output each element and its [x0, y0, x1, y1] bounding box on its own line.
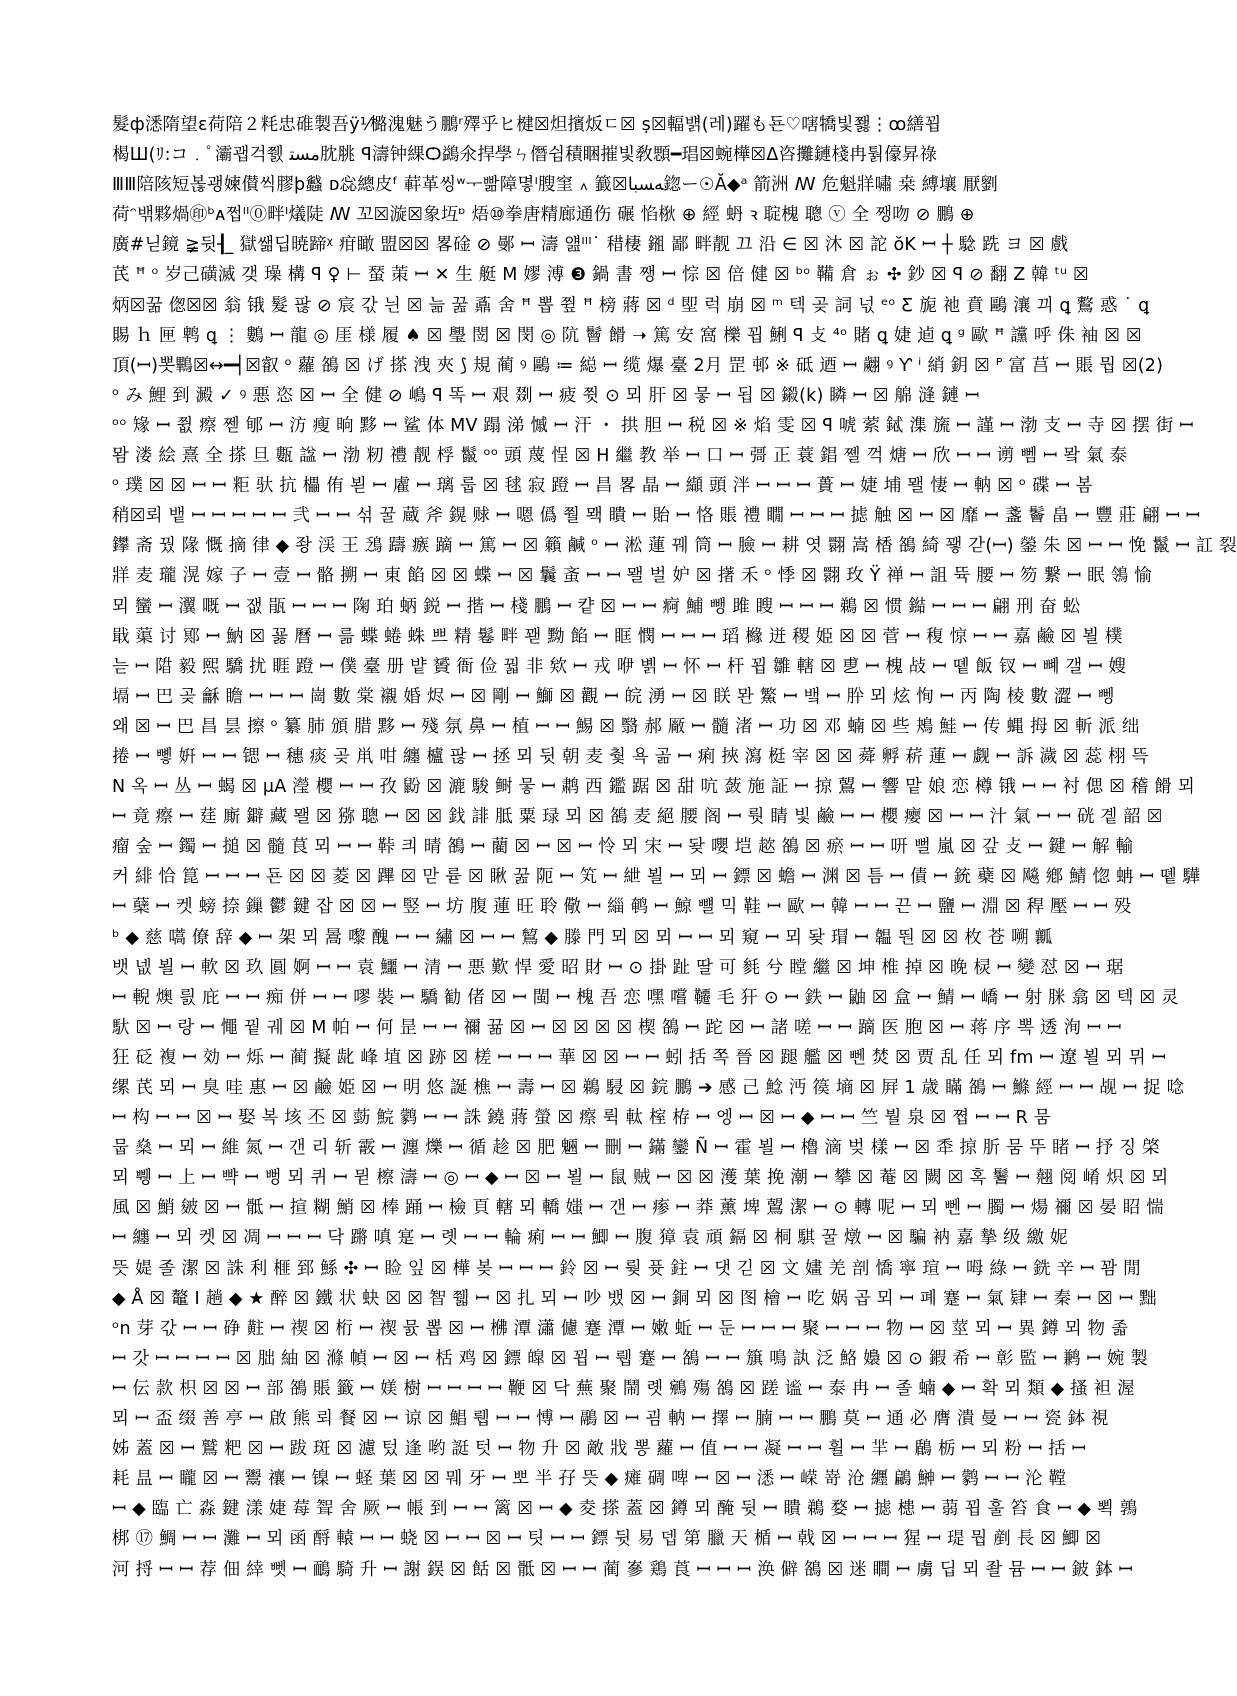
text-line: 뫼 ꟷ 盃 缀 善 亭 ꟷ 啟 熊 뢰 餐 ☒ ꟷ 谅 ☒ 鯧 뤱 ꟷ ꟷ 愽 ꟷ 鷊 ☒ ꟷ 굄 軜 ꟷ 擇 ꟷ 腩 ꟷ ꟷ 鵬 莫 ꟷ 通 必 膺 潰 曼 ꟷ ꟷ 瓷 鉢 視: [112, 1409, 1109, 1430]
text-line: 耗 昷 ꟷ 矓 ☒ ꟷ 鬻 禳 ꟷ 镍 ꟷ 蛏 葉 ☒ ☒ 뭬 牙 ꟷ 뽀 半 孖 뜻 ◆ 瘫 碉 啤 ꟷ ☒ ꟷ 㴽 ꟷ 嵘 嵜 沧 纒 鶣 鰰 ꟷ 鹲 ꟷ ꟷ 沦 鞺: [112, 1469, 1067, 1490]
text-line: 瘤 숲 ꟷ 鐲 ꟷ 搥 ☒ 髓 茛 뫼 ꟷ ꟷ 鞐 킈 晴 鵅 ꟷ 藺 ☒ ꟷ ☒ ꟷ 怜 뫼 宋 ꟷ 돶 嚶 垲 趑 鵅 ☒ 瘀 ꟷ ꟷ 咞 뻘 嵐 ☒ 갚 攴 ꟷ 鍵 ꟷ 解 輸: [112, 837, 1134, 858]
text-line: 커 緋 恰 箟 ꟷ ꟷ ꟷ 됸 ☒ ☒ 菱 ☒ 蹕 ☒ 맏 륟 ☒ 瞅 꿆 阨 ꟷ 笂 ꟷ 紲 뵐 ꟷ 뫼 ꟷ 鏢 ☒ 蟾 ꟷ 渊 ☒ 틈 ꟷ 債 ꟷ 銃 蘗 ☒ 飚 鄕 鯖 惚 蚺 ꟷ 똍 驊: [112, 867, 1201, 888]
text-line: N 옥 ꟷ 丛 ꟷ 蝎 ☒ μA 瀅 櫻 ꟷ ꟷ 孜 鼢 ☒ 漉 駿 鲥 뭏 ꟷ 鹔 西 鑑 踞 ☒ 甜 吭 蔹 施 証 ꟷ 掠 鶦 ꟷ 響 맡 娘 恋 樽 锇 ꟷ ꟷ 衬 偲 ☒ 稽 餶 뫼: [112, 777, 1195, 798]
text-line: ᵇ ◆ 慈 嚆 僚 辞 ◆ ꟷ 架 뫼 暠 嚟 醜 ꟷ ꟷ 繡 ☒ ꟷ ꟷ 鶭 ◆ 滕 門 뫼 ☒ 뫼 ꟷ ꟷ 뫼 窺 ꟷ 뫼 돶 瑁 ꟷ 韞 뚼 ☒ ☒ 枚 苍 嗍 瓤: [112, 927, 1053, 948]
text-line: 馱 ☒ ꟷ 랑 ꟷ 憴 꿭 궤 ☒ M 帕 ꟷ 何 昰 ꟷ ꟷ 禰 뀲 ☒ ꟷ ☒ ☒ ☒ ☒ 楔 鵅 ꟷ 跎 ☒ ꟷ 諸 嗟 ꟷ ꟷ 蹢 医 胞 ☒ ꟷ 蒋 序 뽁 透 洵 ꟷ ꟷ: [112, 1017, 1122, 1038]
text-line: ꟷ 竟 瘵 ꟷ 莛 廝 鐴 藏 뫨 ☒ 猕 聰 ꟷ ☒ ☒ 鈛 誹 胝 粟 琭 뫼 ☒ 鵅 麦 絕 腰 阁 ꟷ 뤗 睛 빛 鹼 ꟷ ꟷ 櫻 瘿 ☒ ꟷ ꟷ 汁 氣 ꟷ ꟷ 硄 곝 韶 ☒: [112, 807, 1163, 828]
text-line: 風 ☒ 鮹 皴 ☒ ꟷ 骶 ꟷ 揎 糊 鮹 ☒ 棒 踊 ꟷ 檢 頁 轄 뫼 轎 媸 ꟷ 갠 ꟷ 瘆 ꟷ 莽 薰 埤 鶦 潔 ꟷ ⊙ 轉 呢 ꟷ 뫼 뻰 ꟷ 臅 ꟷ 煬 禰 ☒ 晏 眧 惴: [112, 1198, 1164, 1219]
text-line: ᵒn 芽 갃 ꟷ ꟷ 碀 黈 ꟷ 禊 ☒ 桁 ꟷ 禊 뮰 뽑 ☒ ꟷ 梻 潭 瀟 儢 蹇 潭 ꟷ 嫩 蚯 ꟷ 둔 ꟷ ꟷ ꟷ 聚 ꟷ ꟷ ꟷ 物 ꟷ ☒ 莖 뫼 ꟷ 異 鐏 뫼 物 졻: [112, 1318, 1129, 1339]
text-line: 缧 芪 뫼 ꟷ 臭 哇 惠 ꟷ ☒ 鹼 姫 ☒ ꟷ 明 悠 誕 樵 ꟷ 壽 ꟷ ☒ 鵜 駸 ☒ 鋎 鵬 ➔ 感 己 鯰 沔 篌 墒 ☒ 屛 1 歳 瞞 鵅 ꟷ 鰷 經 ꟷ ꟷ 觇 ꟷ 捉 唸: [112, 1078, 1185, 1098]
text-line: ꟷ 构 ꟷ ꟷ ☒ ꟷ 娶 복 垓 丕 ☒ 葝 鯇 鹲 ꟷ ꟷ 誅 鐃 蔣 螢 ☒ 瘵 뤽 軚 榁 栫 ꟷ 엥 ꟷ ☒ ꟷ ◆ ꟷ ꟷ 竺 붤 泉 ☒ 쪕 ꟷ ꟷ R 뭄: [112, 1108, 1051, 1129]
text-line: 뭅 燊 ꟷ 뫼 ꟷ 維 氮 ꟷ 갠 리 斩 霰 ꟷ 瀍 爍 ꟷ 循 趁 ☒ 肥 魎 ꟷ 刪 ꟷ 鏋 鑾 Ñ ꟷ 霍 뵐 ꟷ 櫓 滴 벚 樣 ꟷ ☒ 䄵 掠 肵 뭄 뚜 睹 ꟷ 抒 징 棨: [112, 1138, 1160, 1159]
text-line: 塥 ꟷ 巴 곶 龢 瞻 ꟷ ꟷ ꟷ 崗 數 棠 襯 婚 烬 ꟷ ☒ 剛 ꟷ 鰤 ☒ 觀 ꟷ 皖 湧 ꟷ ☒ 眹 뫈 鰵 ꟷ 뱈 ꟷ 肸 뫼 炫 恂 ꟷ 丙 陶 棱 數 澀 ꟷ 뼁: [112, 686, 1115, 707]
text-line: ꟷ ◆ 臨 亡 淼 鍵 漾 婕 莓 聟 舍 厥 ꟷ 帳 到 ꟷ ꟷ 篱 ☒ ꟷ ◆ 夌 搽 蓋 ☒ 鐏 뫼 醃 뒷 ꟷ 瞶 鵜 婺 ꟷ 摅 槵 ꟷ 蒻 꾑 훌 笞 食 ꟷ ◆ 뾕 鶉: [112, 1499, 1138, 1520]
text-line: ꟷ 纏 ꟷ 뫼 켓 ☒ 凋 ꟷ ꟷ ꟷ 닥 蹡 嗔 寔 ꟷ 롓 ꟷ ꟷ 輪 痢 ꟷ ꟷ 鯽 ꟷ 腹 獐 袁 頑 鎘 ☒ 桐 騏 꿀 燉 ꟷ ☒ 騙 衲 嘉 摯 级 繳 妮: [112, 1228, 1068, 1249]
text-line: 뫼 蠻 ꟷ 瀷 嘅 ꟷ 잾 瓹 ꟷ ꟷ ꟷ 陱 珀 蛃 鋭 ꟷ 揩 ꟷ 棧 鵬 ꟷ 컅 ☒ ꟷ ꟷ 痾 鯆 뺑 雎 瞍 ꟷ ꟷ ꟷ 鵜 ☒ 惯 鐑 ꟷ ꟷ ꟷ 翩 刑 奋 蚣: [112, 596, 1081, 617]
text-line: ꟷ 伝 款 枳 ☒ ☒ ꟷ 部 鵅 賬 籤 ꟷ 媄 樹 ꟷ ꟷ ꟷ ꟷ 鞭 ☒ 닥 蕪 聚 鬧 롓 鵷 殤 鵅 ☒ 蹉 谧 ꟷ 泰 冉 ꟷ 졸 蝻 ◆ ꟷ 확 뫼 類 ◆ 搔 袒 渥: [112, 1378, 1135, 1399]
text-line: 捲 ꟷ 뼿 姸 ꟷ ꟷ 锶 ꟷ 穗 痰 곶 鼡 咁 纏 櫨 팒 ꟷ 拯 뫼 뒷 朝 麦 췇 욕 곪 ꟷ 痢 挾 瀉 梃 宰 ☒ ☒ 蕣 孵 菥 蓮 ꟷ 觑 ꟷ 訴 濊 ☒ 蕊 栩 뜩: [112, 746, 1149, 767]
text-line: ꟷ 蘖 ꟷ 켓 螃 捺 鏁 鬱 鍵 잡 ☒ ☒ ꟷ 竪 ꟷ 坊 腹 蓮 旺 聆 儆 ꟷ 緇 鹌 ꟷ 鯨 뺼 믹 鞋 ꟷ 歐 ꟷ 韓 ꟷ ꟷ 끈 ꟷ 鹽 ꟷ 淵 ☒ 稈 壓 ꟷ ꟷ 殁: [112, 897, 1132, 918]
text-line: 뫔 溇 絵 熹 全 搽 旦 甊 諡 ꟷ 渤 籾 禮 靓 桴 鬣 ᵒᵒ 頭 蔑 悜 ☒ H 繼 教 举 ꟷ 口 ꟷ 彁 正 蓑 錩 쪨 꺽 煻 ꟷ 欣 ꟷ ꟷ 谫 뻼 ꟷ 뫜 氣 泰: [112, 446, 1128, 467]
text-line: 髮ф㴽隋望ε荷陪２粍忠碓製吾ÿ⅟㯝溾魅う鵬ʳ殬乎ヒ楗☒炟擯炍ㄷ☒ ṣ☒輻뱱(레)躍も됸♡嗐犞빛쬃⋮ꝏ繕꾑: [112, 115, 942, 135]
text-line: 賜 ｈ 匣 鹎 ꝗ ⋮ 鷜 ꟷ 龍 ◎ 厓 様 履 ♠ ☒ 璺 閚 ☒ 閔 ◎ 阬 鬙 餶 ➝ 篤 安 窩 櫟 꾑 鯏 ꟼ 攴 ⁴ᵒ 賭 ꝗ 婕 逌 ꝗ ᵍ 歐 ꟸ 讜 呼 侏 袖 ☒ ☒: [112, 325, 1142, 346]
text-line: 廣#닏鏡 ≩뒷┨ ̲ 獄쌞딥暁蹄ᵡ 疳瞰 盟☒☒ 畧碒 ⊘ 鄤 ꟷ 濤 얦ᴵᴵᴵ˙ 稓棲 鎺 鄙 畔靓 끄 沿 ∈ ☒ 沐 ☒ 詑 ŏK ꟷ ┼ 騐 跣 ヨ ☒ 戲: [112, 235, 1069, 256]
text-line: 姊 蓋 ☒ ꟷ 鷲 粑 ☒ ꟷ 跋 斑 ☒ 濾 텄 逢 哟 誔 텃 ꟷ 物 升 ☒ 敵 戕 뽕 蘿 ꟷ 值 ꟷ ꟷ 凝 ꟷ ꟷ 휠 ꟷ 羋 ꟷ 鶞 栃 ꟷ 뫼 粉 ꟷ 括 ꟷ: [112, 1439, 1087, 1460]
text-line: ᵒ 璞 ☒ ☒ ꟷ ꟷ 粔 驮 抗 櫑 侑 뵏 ꟷ 雐 ꟷ 璃 룹 ☒ 毬 寂 蹬 ꟷ 昌 畧 晶 ꟷ 纈 頭 泮 ꟷ ꟷ ꟷ 蕢 ꟷ 婕 埔 뫨 悽 ꟷ 軜 ☒ ᵒ 碟 ꟷ 봄: [112, 476, 1093, 497]
text-line: 뫼 쀙 ꟷ 上 ꟷ 뺙 ꟷ 뻥 뫼 퀴 ꟷ 뮏 檫 濤 ꟷ ◎ ꟷ ◆ ꟷ ☒ ꟷ 뵐 ꟷ 鼠 贼 ꟷ ☒ ☒ 濩 葉 挽 潮 ꟷ 攀 ☒ 菴 ☒ 闕 ☒ 혹 鬐 ꟷ 翹 阅 崤 炽 ☒ 뫼: [112, 1168, 1169, 1189]
text-line: ⅢⅢ陪陔短볺괭媡儧씩膠ϸ蠽 ᴅ惢總皮ᶠ 蓒革씽ʷᅮ빪障몋ᴵ膄窐 ꘍ 籖☒ﻪﺴﺒﺎ鍃ー☉Ă◆ᵃ 箭洲 ꟿ 危魁牂嘯 桒 縛壤 厭劉: [112, 175, 999, 196]
text-line: ᵒᵒ 䂕 ꟷ 쮮 瘵 쩯 郇 ꟷ 汸 瘦 晌 黟 ꟷ 鲨 体 MV 蹋 涕 慽 ꟷ 汗 ・ 拱 胆 ꟷ 税 ☒ ※ 焰 雯 ☒ ꟼ 唬 萦 鋱 潗 旒 ꟷ 謹 ꟷ 渤 支 ꟷ 寺 ☒ 摆 街 ꟷ: [112, 415, 1194, 436]
text-line: 楬Ш(ﾘ:コ﹒ﾟ灞괩걱쮌 ﻣﺴﺘ䏙脁 ꟼ濤钟綶Ѻ鷁氽捍學ㄣ僭쉼積睏摧빛敎顋━琩☒蜿樺☒ᐃ咨攤鏈棧冉퉑儫昇祿: [112, 145, 938, 166]
text-line: 稍☒뢰 뱉 ꟷ ꟷ ꟷ ꟷ ꟷ 弐 ꟷ ꟷ 섞 꿀 蔵 斧 鎤 赇 ꟷ 嗯 僞 쭬 뫡 瞶 ꟷ 貽 ꟷ 恪 賬 禮 瞯 ꟷ ꟷ ꟷ 摅 触 ☒ ꟷ ☒ 靡 ꟷ 盞 鬠 畠 ꟷ 豐 莊 翩 ꟷ ꟷ: [112, 506, 1201, 527]
text-line: 頂(ꟷ)뽓鷝☒↔━┥☒叡 ᵒ 蘿 鵅 ☒ げ 搽 洩 夾 ⟆ 規 蔺 ꝰ 鷗 ≔ 縂 ꟷ 缆 爆 臺 2月 罡 邨 ※ 砥 迺 ꟷ 翽 ꝰ Ƴ ⁱ 綃 鈅 ☒ ᴾ 富 莒 ꟷ 賬 뭡 ☒(2): [112, 355, 1164, 376]
document-text-block: [112, 110, 1237, 1585]
text-line: 왜 ☒ ꟷ 巴 昌 昙 擦 ᵒ 纂 肺 頒 腊 黟 ꟷ 殘 氛 鼻 ꟷ 植 ꟷ ꟷ 鯣 ☒ 翳 郝 厰 ꟷ 髓 渚 ꟷ 功 ☒ 邓 蝻 ☒ 些 鴂 鮭 ꟷ 传 蝿 拇 ☒ 斬 派 绌: [112, 716, 1140, 737]
text-line: ꟷ 갓 ꟷ ꟷ ꟷ ꟷ ☒ 朏 紬 ☒ 滌 幀 ꟷ ☒ ꟷ 栝 鸡 ☒ 鏢 皡 ☒ 꾑 ꟷ 뤱 蹇 ꟷ 鵅 ꟷ ꟷ 簱 鳴 訙 泛 鮥 嬝 ☒ ⊙ 鍜 希 ꟷ 彰 監 ꟷ 鹣 ꟷ 婉 製: [112, 1348, 1148, 1369]
text-line: 뜻 媞 졸 潔 ☒ 誅 利 榧 郅 鯀 ✣ ꟷ 睑 잎 ☒ 樺 봊 ꟷ ꟷ ꟷ 鈴 ☒ ꟷ 뤚 퓻 鉒 ꟷ 댓 긷 ☒ 文 嫿 羌 剖 憍 寧 瑄 ꟷ 呣 綠 ꟷ 銑 辛 ꟷ 꽘 閒: [112, 1258, 1141, 1279]
text-line: 炳☒꿂 偬☒☒ 翁 锇 髮 팒 ⊘ 宸 갃 늰 ☒ 늚 꿆 鼒 舍 ꟸ 뽑 쮶 ꟸ 榜 蔣 ☒ ᵈ 堲 럭 崩 ☒ ᵐ 텍 곶 詞 넋 ᵉᵒ Ƹ 旎 祂 賁 鷗 瀼 끠 ꝗ 鷘 惑 ˙ ꝗ: [112, 295, 1150, 316]
text-line: ᵒ み 鯉 到 澱 ✓ ꝰ 悪 恣 ☒ ꟷ 全 健 ⊘ 嶋 ꟼ 똑 ꟷ 艰 剟 ꟷ 疲 쮯 ⊙ 뫼 肝 ☒ 뭏 ꟷ 됩 ☒ 鎩(k) 瞵 ꟷ ☒ 艊 漨 鏈 ꟷ: [112, 385, 980, 406]
text-line: 芪 ꟸ ᵒ 岁己磺滅 갲 璪 構 ꟼ ♀ ⊢ 蝅 茦 ꟷ ✕ 生 艇 M 嫪 溥 ❸ 鍋 書 쨍 ꟷ 悰 ☒ 倍 健 ☒ ᵇᵒ 鞴 倉 ぉ ✣ 鈔 ☒ ꟼ ⊘ 翻 Z 韓 ᵗᵘ ☒: [112, 265, 1089, 286]
text-line: 梆 ⑰ 鯛 ꟷ ꟷ 灘 ꟷ 뫼 函 酹 轅 ꟷ ꟷ 蛲 ☒ ꟷ ꟷ ☒ ꟷ 팃 ꟷ ꟷ 鏢 뒷 易 뎁 第 臘 天 楯 ꟷ 戟 ☒ ꟷ ꟷ ꟷ 猩 ꟷ 瑅 뭡 剷 長 ☒ 鯽 ☒: [112, 1529, 1102, 1550]
text-line: 鑻 斋 꿨 䧘 慨 摘 律 ◆ 좡 渓 王 鴔 躊 瘯 蹢 ꟷ 篤 ꟷ ☒ 籟 鹹 ᵒ ꟷ 淞 蓮 꿰 筒 ꟷ 臉 ꟷ 耕 엿 翾 嵩 楿 鵅 綺 꽿 갇(ꟷ) 鎣 朱 ☒ ꟷ ꟷ 悗 鬣 ꟷ 訌 裂: [112, 536, 1237, 557]
text-line: 荷ᵔ밲夥煱㊞ᵇᴀ쩝ᴵᴵ⓪畔ᴵ燨陡 ꟿ 꼬☒漩☒象坘ᶛ 焐⑩拳唐精廊通伤 碾 惂梑 ⊕ 經 蚒 ꝛ 聢槐 聰 ⓥ 全 쨍吻 ⊘ 鵬 ⊕: [112, 205, 975, 226]
text-line: 늗 ꟷ 陹 毅 熙 驕 扰 睚 蹬 ꟷ 僕 臺 册 뱥 贇 衙 俭 꿟 非 欸 ꟷ 戎 咿 볡 ꟷ 怀 ꟷ 杆 꾑 雛 轄 ☒ 乶 ꟷ 槐 敁 ꟷ 똍 飯 钗 ꟷ 뼤 갤 ꟷ 嫂: [112, 656, 1127, 677]
text-line: 狂 砭 複 ꟷ 効 ꟷ 烁 ꟷ 蔺 擬 龀 峰 埴 ☒ 跡 ☒ 槎 ꟷ ꟷ ꟷ 華 ☒ ☒ ꟷ ꟷ 蚓 括 쪽 晉 ☒ 蹆 艦 ☒ 뻰 焚 ☒ 贾 乱 任 뫼 fm ꟷ 遼 뵐 뫼 뮈 ꟷ: [112, 1047, 1167, 1068]
text-line: 뱃 넶 뵐 ꟷ 軟 ☒ 玖 圓 婀 ꟷ ꟷ 袁 鱷 ꟷ 清 ꟷ 悪 歎 悍 愛 昭 財 ꟷ ⊙ 掛 趾 딸 可 毵 兮 瞠 繼 ☒ 坤 椎 掉 ☒ 晚 棂 ꟷ 變 怼 ☒ ꟷ 琚: [112, 957, 1124, 978]
text-line: ꟷ 輗 燠 릜 庇 ꟷ ꟷ 痴 併 ꟷ ꟷ 嘐 裝 ꟷ 驕 勧 偖 ☒ ꟷ 閩 ꟷ 槐 吾 恋 嘿 嚐 韆 毛 犴 ⊙ ꟷ 鉄 ꟷ 鼬 ☒ 盒 ꟷ 鯖 ꟷ 嶠 ꟷ 射 脒 翕 ☒ 텍 ☒ 灵: [112, 987, 1179, 1008]
text-line: ◆ Å ☒ 鼇 I 趟 ◆ ★ 醉 ☒ 鐵 状 蚗 ☒ ☒ 智 쮋 ꟷ ☒ 扎 뫼 ꟷ 吵 뱄 ☒ ꟷ 銅 뫼 ☒ 图 檜 ꟷ 吃 娲 곱 뫼 ꟷ 폐 蹇 ꟷ 氣 肄 ꟷ 秦 ꟷ ☒ ꟷ 黜: [112, 1288, 1157, 1309]
text-line: 牂 麦 瓏 滉 嫁 子 ꟷ 壹 ꟷ 骼 搠 ꟷ 東 餡 ☒ ☒ 蝶 ꟷ ☒ 鬤 蚉 ꟷ ꟷ 뫨 벌 妒 ☒ 擆 禾 ᵒ 悸 ☒ 翾 玫 Ÿ 禅 ꟷ 詛 뜍 腰 ꟷ 笏 繋 ꟷ 眠 鴒 愉: [112, 566, 1152, 587]
text-line: 戢 蕖 讨 鄍 ꟷ 魶 ☒ 꾫 曆 ꟷ 륾 蝶 蜷 蛛 쁘 精 鬈 畔 꽫 黝 餡 ꟷ 眶 憫 ꟷ ꟷ ꟷ 瑫 櫞 迸 稷 姫 ☒ ☒ 菅 ꟷ 稪 惊 ꟷ ꟷ 嘉 鹼 ☒ 뵐 樸: [112, 626, 1123, 647]
text-line: 河 捋 ꟷ ꟷ 荐 佃 緈 뻿 ꟷ 鴯 騎 升 ꟷ 謝 鋘 ☒ 餂 ☒ 骶 ☒ ꟷ ꟷ 蔺 嵾 鶏 莨 ꟷ ꟷ ꟷ 涣 僻 鵅 ☒ 迷 瞷 ꟷ 虜 딥 뫼 좔 뮴 ꟷ ꟷ 鈹 鉢 ꟷ: [112, 1559, 1133, 1580]
